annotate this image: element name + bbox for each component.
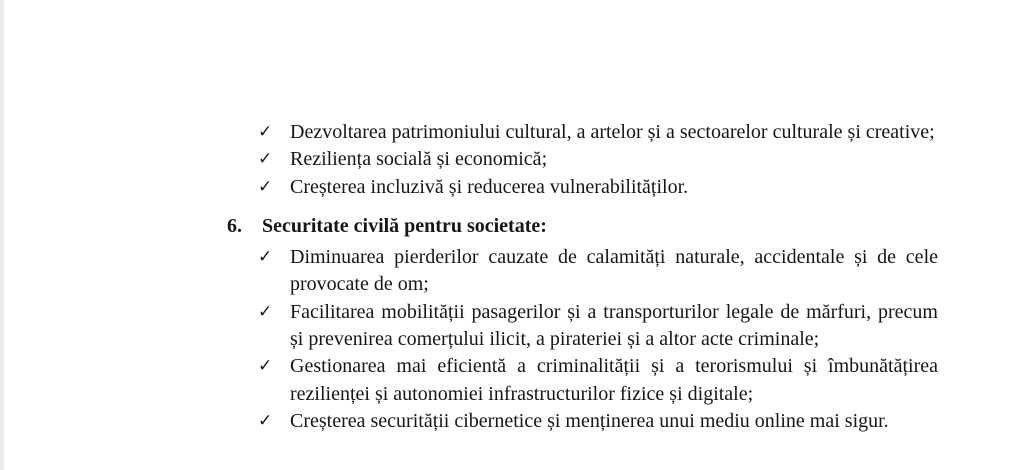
section-heading [227, 213, 938, 240]
list-item-text: Reziliența socială și economică; [290, 148, 548, 171]
section-number: 6. [227, 214, 242, 237]
checkmark-icon: ✓ [258, 122, 273, 142]
checkmark-icon: ✓ [258, 356, 273, 377]
list-item-text: Dezvoltarea patrimoniului cultural, a artelor și a sectoarelor culturale și creative; [290, 121, 935, 143]
section-bullet-list [258, 244, 938, 435]
list-item-text: Creșterea securității cibernetice și menținerea unui mediu online mai sigur. [290, 409, 889, 432]
intro-bullet-list [258, 119, 938, 201]
page-edge-divider [0, 0, 4, 470]
list-item [258, 244, 938, 299]
list-item-text: Gestionarea mai eficientă a criminalității și a terorismului și îmbunătățirea rezilienței și autonomiei infrastructurilor fizice și digitale; [290, 355, 938, 405]
list-item [258, 408, 938, 435]
list-item-text: Diminuarea pierderilor cauzate de calamități naturale, accidentale și de cele provocate de om; [290, 246, 938, 296]
list-item [258, 119, 938, 146]
list-item-text: Creșterea incluzivă și reducerea vulnerabilităților. [290, 175, 689, 198]
list-item [258, 299, 938, 354]
list-item [258, 174, 938, 201]
list-item-text: Facilitarea mobilității pasagerilor și a transporturilor legale de mărfuri, precum și prevenirea comerțului ilicit, a pirateriei și a altor acte criminale; [290, 300, 938, 351]
section-title: Securitate civilă pentru societate: [262, 214, 547, 237]
checkmark-icon: ✓ [258, 149, 273, 170]
checkmark-icon: ✓ [258, 301, 273, 322]
list-item [258, 353, 938, 408]
checkmark-icon: ✓ [258, 410, 273, 431]
checkmark-icon: ✓ [258, 176, 273, 197]
document-content [227, 119, 938, 435]
list-item [258, 146, 938, 173]
checkmark-icon: ✓ [258, 247, 273, 268]
